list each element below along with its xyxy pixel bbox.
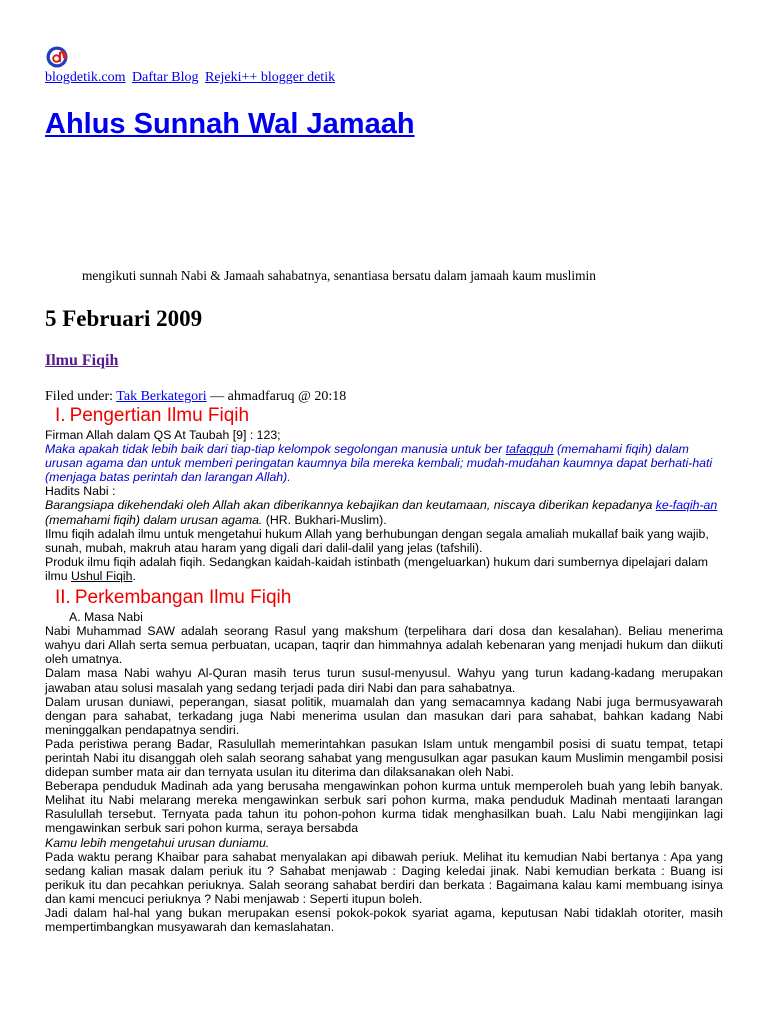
top-links [45,70,338,86]
paragraph: Dalam masa Nabi wahyu Al-Quran masih terus turun susul-menyusul. Wahyu yang turun kadang-kadang merupakan jawaban atau solusi masalah yang sedang terjadi pada diri Nabi dan para sahabatnya. [45,666,723,695]
hadits-inline-quote: Kamu lebih mengetahui urusan duniamu. [45,835,270,850]
hadits-quote [45,498,723,526]
hadits-label: Hadits Nabi : [45,484,116,499]
section-title: Perkembangan Ilmu Fiqih [74,587,292,609]
hadits-text: (memahami fiqih) dalam urusan agama. [45,512,263,527]
paragraph-text: . [132,568,136,583]
post-byline: — ahmadfaruq @ 20:18 [210,389,347,404]
daftar-blog-link[interactable]: Daftar Blog [132,70,199,85]
ushul-fiqih-link[interactable]: Ushul Fiqih [70,568,133,583]
paragraph: Ilmu fiqih adalah ilmu untuk mengetahui hukum Allah yang berhubungan dengan segala amaliah mukallaf baik yang wajib, sunah, mubah, makruh atau haram yang digali dari dalil-dalil yang jelas (tafshili). [45,526,709,555]
paragraph: Beberapa penduduk Madinah ada yang berusaha mengawinkan pohon kurma untuk memperoleh buah yang lebih banyak. Melihat itu Nabi melarang mereka mengawinkan serbuk sari pohon kurma, maka penduduk Madinah mentaati larangan Rasulullah tersebut. Ternyata pada tahun itu pohon-pohon kurma tidak menghasilkan buah. Lalu Nabi mengijinkan lagi mengawinkan serbuk sari pohon kurma, seraya bersabda [45,779,723,836]
paragraph: Pada waktu perang Khaibar para sahabat menyalakan api dibawah periuk. Melihat itu kemudian Nabi bertanya : Apa yang sedang kalian masak dalam periuk itu ? Sahabat menjawab : Daging keledai jinak. Nabi kemudian berkata : Buang isi perikuk itu dan pecahkan periuknya. Salah seorang sahabat berdiri dan berkata : Bagaimana kalau kami membuang isinya dan kami mencuci periuknya ? Nabi menjawab : Seperti itupun boleh. [45,849,723,906]
paragraph: Jadi dalam hal-hal yang bukan merupakan esensi pokok-pokok syariat agama, keputusan Nabi tidaklah otoriter, masih mempertimbangkan musyawarah dan kemaslahatan. [45,906,723,935]
section-heading-2 [45,586,723,610]
quote-text: (memahami fiqih) dalam urusan agama dan untuk memberi peringatan kaumnya bila mereka kembali; mudah-mudahan kaumnya dapat berhati-hati (menjaga batas perintah dan larangan Allah). [45,442,713,485]
paragraph-text: Produk ilmu fiqih adalah fiqih. Sedangkan kaidah-kaidah istinbath (mengeluarkan) hukum dari sumbernya dipelajari dalam ilmu [45,554,709,583]
post-meta [45,389,346,405]
paragraph: Firman Allah dalam QS At Taubah [9] : 123; [45,428,281,442]
blog-title-link[interactable]: Ahlus Sunnah Wal Jamaah [45,108,415,140]
filed-under-label: Filed under: [45,389,114,404]
blog-tagline: mengikuti sunnah Nabi & Jamaah sahabatnya, senantiasa bersatu dalam jamaah kaum muslimin [82,268,596,283]
section-number: I. [55,405,66,426]
tafaqquh-link[interactable]: tafaqquh [505,442,554,457]
section-number: II. [55,587,71,609]
post-date: 5 Februari 2009 [45,306,203,331]
quran-quote [45,442,723,484]
post-title [45,352,118,370]
ke-faqih-an-link[interactable]: ke-faqih-an [655,498,718,513]
hadits-source: (HR. Bukhari-Muslim). [262,512,387,527]
paragraph: Pada peristiwa perang Badar, Rasulullah memerintahkan pasukan Islam untuk mengambil posisi di suatu tempat, tetapi perintah Nabi itu disanggah oleh salah seorang sahabat yang mengusulkan agar pasukan kaum Muslimin mengambil posisi didepan sumber mata air dan ternyata usulan itu diterima dan dilaksanakan oleh Nabi. [45,736,723,780]
rejeki-blogger-link[interactable]: Rejeki++ blogger detik [204,70,336,85]
subheading: A. Masa Nabi [69,610,143,625]
blogdetik-logo-icon[interactable] [46,46,68,68]
post-content [45,404,723,934]
blog-title [45,108,415,141]
blogdetik-link[interactable]: blogdetik.com [45,70,126,85]
section-title: Pengertian Ilmu Fiqih [69,405,250,426]
paragraph: Dalam urusan duniawi, peperangan, siasat politik, muamalah dan yang semacamnya kadang Nabi juga bermusyawarah dengan para sahabat, terkadang juga Nabi menerima usulan dan masukan dari para sahabat, bahkan kadang Nabi meninggalkan pendapatnya sendiri. [45,694,723,737]
section-heading-1 [45,404,723,428]
hadits-text: Barangsiapa dikehendaki oleh Allah akan diberikannya kebajikan dan keutamaan, niscaya diberikan kepadanya [45,498,656,513]
paragraph: Nabi Muhammad SAW adalah seorang Rasul yang makshum (terpelihara dari dosa dan kesalahan). Beliau menerima wahyu dari Allah serta semua perbuatan, ucapan, taqrir dan himmahnya adalah kebenaran yang menjadi hukum dan diikuti oleh umatnya. [45,624,723,667]
paragraph [45,555,723,583]
quote-text: Maka apakah tidak lebih baik dari tiap-tiap kelompok segolongan manusia untuk ber [45,442,506,457]
category-link[interactable]: Tak Berkategori [116,389,207,404]
post-title-link[interactable]: Ilmu Fiqih [45,352,119,369]
